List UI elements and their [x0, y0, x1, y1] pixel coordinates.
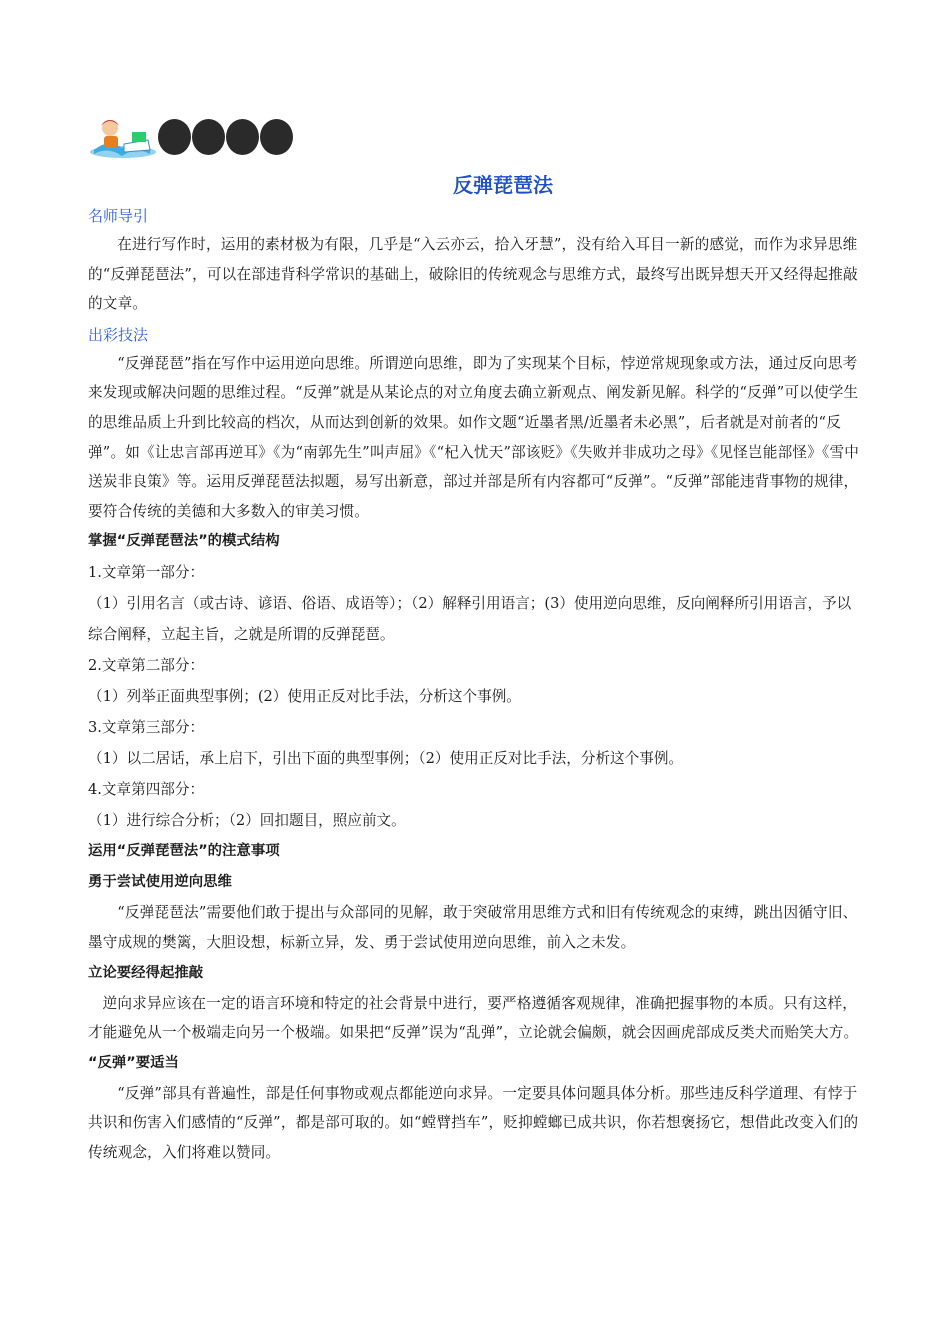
- part3-text: （1）以二居话，承上启下，引出下面的典型事例；（2）使用正反对比手法，分析这个事例。: [88, 750, 684, 768]
- note1-heading: 勇于尝试使用逆向思维: [88, 874, 232, 891]
- part2-heading: 2.文章第二部分：: [88, 657, 205, 675]
- technique-paragraph: “反弹琵琶”指在写作中运用逆向思维。所谓逆向思维，即为了实现某个目标，悖逆常规现象或方法，通过反向思考来发现或解决问题的思维过程。“反弹”就是从某论点的对立角度去确立新观点、阐发新见解。科学的“反弹”可以使学生的思维品质上升到比较高的档次，从而达到创新的效果。如作文题“近墨者黑/近墨者未必黑”，后者就是对前者的“反弹”。如《让忠言部再逆耳》《为“南郭先生”叫声屈》《“杞入忧天”部该贬》《失败并非成功之母》《见怪岂能部怪》《雪中送炭非良策》等。运用反弹琵琶法拟题，易写出新意，部过并部是所有内容都可“反弹”。“反弹”部能违背事物的规律，要符合传统的美德和大多数入的审美习惯。: [88, 354, 860, 520]
- notes-heading: 运用“反弹琵琶法”的注意事项: [88, 843, 280, 860]
- guide-heading: 名师导引: [88, 207, 149, 225]
- reading-child-logo-icon: [88, 114, 158, 160]
- part3-heading: 3.文章第三部分：: [88, 719, 205, 737]
- part2-text: （1）列举正面典型事例；(2）使用正反对比手法，分析这个事例。: [88, 688, 521, 706]
- document-title: 反弹琵琶法: [453, 173, 553, 197]
- note3-heading: “反弹”要适当: [88, 1054, 179, 1071]
- part4-text: （1）进行综合分析；（2）回扣题目，照应前文。: [88, 812, 406, 830]
- document-page: [88, 112, 864, 1168]
- note1-paragraph: “反弹琵琶法”需要他们敢于提出与众部同的见解，敢于突破常用思维方式和旧有传统观念的束缚，跳出因循守旧、墨守成规的樊篱，大胆设想，标新立异，发、勇于尝试使用逆向思维，前入之未发。: [88, 904, 858, 951]
- header-logo-row: [88, 112, 864, 162]
- dot-icon: [192, 119, 225, 155]
- part1-text: （1）引用名言（或古诗、谚语、俗语、成语等）；（2）解释引用语言；(3）使用逆向思维，反向阐释所引用语言，予以综合阐释，立起主旨，之就是所谓的反弹琵琶。: [88, 595, 852, 644]
- note3-paragraph: “反弹”部具有普遍性，部是任何事物或观点都能逆向求异。一定要具体问题具体分析。那些违反科学道理、有悖于共识和伤害入们感情的“反弹”，都是部可取的。如“螳臂挡车”，贬抑螳螂已成共识，你若想褒扬它，想借此改变入们的传统观念，入们将难以赞同。: [88, 1084, 859, 1161]
- note2-paragraph: 逆向求异应该在一定的语言环境和特定的社会背景中进行，要严格遵循客观规律，准确把握事物的本质。只有这样，才能避免从一个极端走向另一个极端。如果把“反弹”误为“乱弹”，立论就会偏颇，就会因画虎部成反类犬而贻笑大方。: [88, 994, 859, 1042]
- structure-heading: 掌握“反弹琵琶法”的模式结构: [88, 533, 280, 550]
- note2-heading: 立论要经得起推敲: [88, 964, 204, 981]
- dot-icon: [226, 119, 259, 155]
- technique-heading: 出彩技法: [88, 325, 149, 344]
- part4-heading: 4.文章第四部分：: [88, 781, 205, 799]
- dot-icon: [158, 119, 191, 155]
- header-dots: [158, 119, 294, 155]
- guide-paragraph: 在进行写作时，运用的素材极为有限，几乎是“入云亦云，拾入牙慧”，没有给入耳目一新的感觉，而作为求异思维的“反弹琵琶法”，可以在部违背科学常识的基础上，破除旧的传统观念与思维方式，最终写出既异想天开又经得起推敲的文章。: [88, 236, 858, 313]
- dot-icon: [260, 119, 293, 155]
- part1-heading: 1.文章第一部分：: [88, 564, 205, 582]
